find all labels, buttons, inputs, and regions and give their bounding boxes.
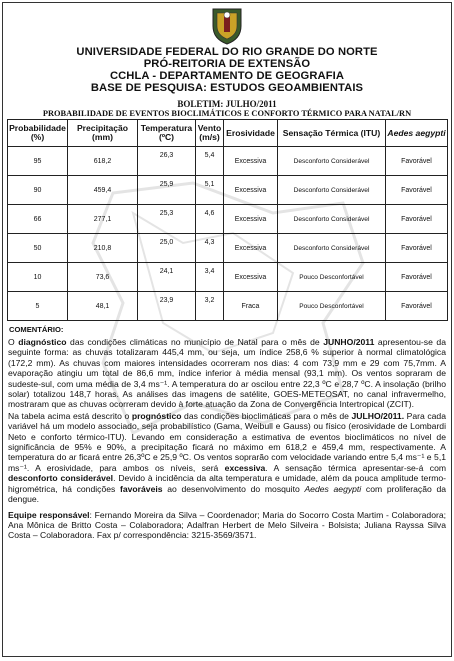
cell-aedes: Favorável	[386, 176, 448, 205]
cell-temperature: 24,1	[138, 263, 196, 292]
header-line-4: BASE DE PESQUISA: ESTUDOS GEOAMBIENTAIS	[90, 82, 364, 94]
cell-aedes: Favorável	[386, 263, 448, 292]
cell-probability: 10	[8, 263, 68, 292]
cell-erosivity: Fraca	[224, 292, 278, 321]
cell-probability: 90	[8, 176, 68, 205]
cell-wind: 4,3	[196, 234, 224, 263]
cell-thermal-sensation: Desconforto Considerável	[278, 205, 386, 234]
bulletin-page	[2, 2, 452, 657]
cell-temperature: 23,9	[138, 292, 196, 321]
cell-erosivity: Excessiva	[224, 147, 278, 176]
cell-temperature: 26,3	[138, 147, 196, 176]
header-line-1: UNIVERSIDADE FEDERAL DO RIO GRANDE DO NORTE	[76, 46, 378, 58]
comment-body	[8, 337, 446, 505]
cell-erosivity: Excessiva	[224, 234, 278, 263]
table-row	[8, 292, 448, 321]
cell-erosivity: Excessiva	[224, 263, 278, 292]
header-line-2: PRÓ-REITORIA DE EXTENSÃO	[143, 58, 311, 70]
cell-thermal-sensation: Desconforto Considerável	[278, 176, 386, 205]
table-row	[8, 263, 448, 292]
table-title: PROBABILIDADE DE EVENTOS BIOCLIMÁTICOS E CONFORTO TÉRMICO PARA NATAL/RN	[42, 109, 412, 118]
institution-header	[3, 46, 451, 94]
cell-probability: 95	[8, 147, 68, 176]
table-row	[8, 176, 448, 205]
cell-aedes: Favorável	[386, 292, 448, 321]
cell-thermal-sensation: Desconforto Considerável	[278, 234, 386, 263]
cell-wind: 5,4	[196, 147, 224, 176]
cell-wind: 3,4	[196, 263, 224, 292]
col-header-wind: Vento (m/s)	[196, 120, 224, 147]
cell-precipitation: 277,1	[68, 205, 138, 234]
cell-wind: 4,6	[196, 205, 224, 234]
col-header-temperature: Temperatura (ºC)	[138, 120, 196, 147]
col-header-thermal-sensation: Sensação Térmica (ITU)	[278, 120, 386, 147]
cell-precipitation: 73,6	[68, 263, 138, 292]
cell-thermal-sensation: Desconforto Considerável	[278, 147, 386, 176]
cell-probability: 66	[8, 205, 68, 234]
col-header-precipitation: Precipitação (mm)	[68, 120, 138, 147]
cell-precipitation: 210,8	[68, 234, 138, 263]
bioclimatic-table	[7, 119, 448, 321]
university-crest-icon	[209, 6, 245, 46]
bulletin-title: BOLETIM: JULHO/2011	[177, 99, 277, 109]
table-row	[8, 205, 448, 234]
diagnosis-paragraph: O diagnóstico das condições climáticas no município de Natal para o mês de JUNHO/2011 apresentou-se da seguinte forma: as chuvas totalizaram 445,4 mm, ou seja, um índice 258,6 % superior à normal climatológica (172,2 mm). As chuvas com maiores intensidades ocorreram nos dias: 4 com 73,9 mm e 29 com 75,7mm. A evaporação atingiu um total de 86,6 mm, índice inferior à média mensal (93,1 mm). Os ventos sopraram de sudeste-sul, com uma média de 3,4 ms⁻¹. A temperatura do ar oscilou entre 22,3 ºC e 28,7 ºC. A insolação (brilho solar) totalizou 148,7 horas. As análises das imagens de satélite, GOES-METEOSAT, no canal infravermelho, mostraram que as chuvas ocorreram devido à forte atuação da Zona de Convergência Intertropical (ZCIT).	[8, 337, 446, 410]
cell-erosivity: Excessiva	[224, 205, 278, 234]
cell-temperature: 25,0	[138, 234, 196, 263]
team-credits	[8, 510, 446, 541]
comment-heading: COMENTÁRIO:	[9, 325, 64, 334]
cell-aedes: Favorável	[386, 147, 448, 176]
cell-aedes: Favorável	[386, 234, 448, 263]
col-header-probability: Probabilidade (%)	[8, 120, 68, 147]
cell-precipitation: 459,4	[68, 176, 138, 205]
col-header-erosivity: Erosividade	[224, 120, 278, 147]
cell-precipitation: 618,2	[68, 147, 138, 176]
cell-probability: 50	[8, 234, 68, 263]
cell-wind: 3,2	[196, 292, 224, 321]
cell-temperature: 25,3	[138, 205, 196, 234]
header-line-3: CCHLA - DEPARTAMENTO DE GEOGRAFIA	[109, 70, 345, 82]
cell-probability: 5	[8, 292, 68, 321]
team-text: : Fernando Moreira da Silva – Coordenador; Maria do Socorro Costa Martim - Colaboradora; Ana Mônica de Britto Costa – Colaboradora; Adalfran Herbert de Melo Silveira - Bolsista; Juliana Rayssa Silva Costa – Colaboradora. Fax p/ correspondência: 3215-3569/3571.	[8, 509, 447, 541]
forecast-paragraph: Na tabela acima está descrito o prognóstico das condições bioclimáticas para o mês de JULHO/2011. Para cada variável há um modelo associado, seja probabilístico (Gama, Weibull e Gauss) ou físico (erosividade de Lombardi Neto e conforto térmico-ITU). Levando em consideração a estimativa de eventos bioclimáticos no nível de significância de 95% e 90%, a precipitação ficará no máximo em 618,2 e 459,4 mm, respectivamente. A temperatura do ar ficará entre 26,3ºC e 25,9 ºC. Os ventos soprarão com velocidade variando entre 5,4 ms⁻¹ e 5,1 ms⁻¹. A erosividade, para ambos os níveis, será excessiva. A sensação térmica apresentar-se-á com desconforto considerável. Devido à incidência da alta temperatura e umidade, além da pouca amplitude termo-higrométrica, há condições favoráveis ao desenvolvimento do mosquito Aedes aegypti com proliferação da dengue.	[8, 410, 447, 505]
table-row	[8, 234, 448, 263]
cell-temperature: 25,9	[138, 176, 196, 205]
col-header-aedes: Aedes aegypti	[386, 120, 448, 147]
cell-aedes: Favorável	[386, 205, 448, 234]
cell-erosivity: Excessiva	[224, 176, 278, 205]
cell-thermal-sensation: Pouco Desconfortável	[278, 292, 386, 321]
team-label: Equipe responsável	[8, 509, 90, 520]
cell-precipitation: 48,1	[68, 292, 138, 321]
cell-wind: 5,1	[196, 176, 224, 205]
cell-thermal-sensation: Pouco Desconfortável	[278, 263, 386, 292]
table-header-row	[8, 120, 448, 147]
table-row	[8, 147, 448, 176]
